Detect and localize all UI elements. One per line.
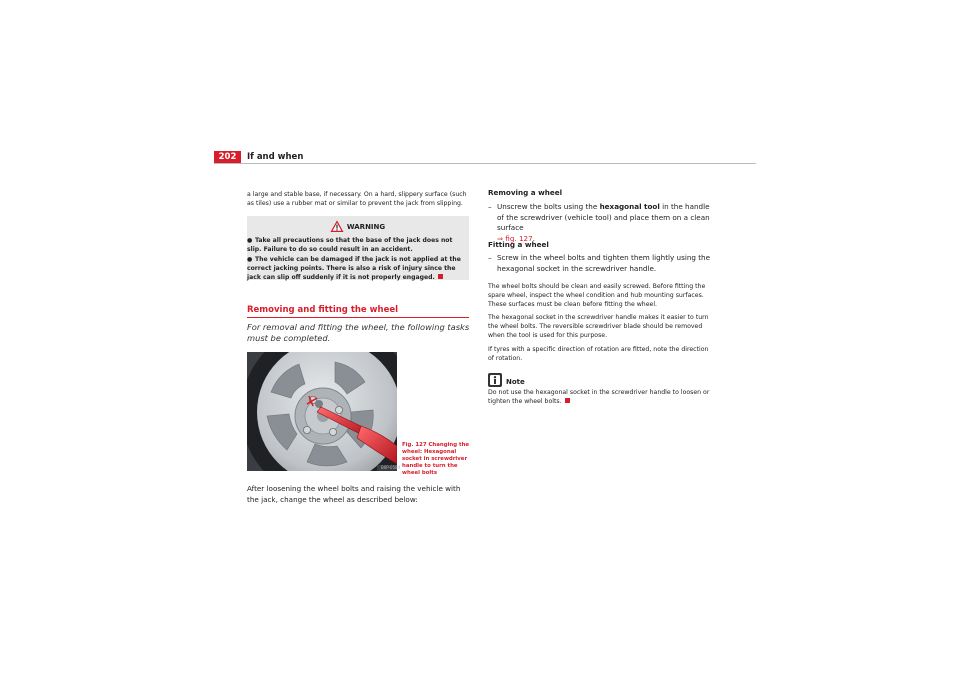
note-text: Do not use the hexagonal socket in the screwdriver handle to loosen or tighten the wheel bolts. bbox=[488, 389, 710, 405]
removing-wheel-heading: Removing a wheel bbox=[488, 188, 563, 197]
bullet-icon: ● bbox=[247, 256, 253, 263]
paragraph-hexagonal-socket: The hexagonal socket in the screwdriver handle makes it easier to turn the wheel bolts. The reversible screwdriver blade should be removed when the tool is used for this purpose. bbox=[488, 314, 709, 339]
info-note-icon bbox=[488, 373, 502, 387]
after-paragraph: After loosening the wheel bolts and raising the vehicle with the jack, change the wheel as described below: bbox=[247, 484, 461, 504]
header-rule bbox=[214, 163, 756, 164]
end-of-section-marker bbox=[565, 398, 570, 403]
warning-heading bbox=[247, 221, 469, 232]
note-heading: Note bbox=[506, 378, 525, 386]
section-intro: For removal and fitting the wheel, the following tasks must be completed. bbox=[247, 322, 470, 343]
wheel-figure bbox=[247, 352, 401, 471]
figure-cross-reference[interactable]: ⇒ fig. 127 bbox=[497, 233, 533, 243]
warning-item: ● Take all precautions so that the base of the jack does not slip. Failure to do so could result in an accident. bbox=[247, 237, 453, 253]
fitting-step: – Screw in the wheel bolts and tighten them lightly using the hexagonal socket in the screwdriver handle. bbox=[488, 253, 711, 273]
paragraph-rotation: If tyres with a specific direction of rotation are fitted, note the direction of rotation. bbox=[488, 346, 709, 362]
figure-code: B0P-0589 bbox=[381, 465, 401, 470]
fitting-wheel-heading: Fitting a wheel bbox=[488, 240, 549, 249]
warning-label: WARNING bbox=[346, 223, 386, 231]
bullet-icon: ● bbox=[247, 237, 253, 244]
removing-step: – Unscrew the bolts using the hexagonal tool in the handle of the screwdriver (vehicle tool) and place them on a clean surface ⇒ fig. 127. bbox=[488, 202, 710, 243]
section-title: Removing and fitting the wheel bbox=[247, 305, 399, 315]
warning-triangle-icon bbox=[331, 221, 343, 232]
page-number: 202 bbox=[214, 151, 241, 164]
warning-item: ● The vehicle can be damaged if the jack is not applied at the correct jacking points. There is also a risk of injury since the jack can slip off suddenly if it is not properly engaged. bbox=[247, 256, 461, 281]
intro-paragraph: a large and stable base, if necessary. On a hard, slippery surface (such as tiles) use a rubber mat or similar to prevent the jack from slipping. bbox=[247, 191, 467, 207]
end-of-section-marker bbox=[438, 274, 443, 279]
paragraph-wheel-bolts: The wheel bolts should be clean and easily screwed. Before fitting the spare wheel, inspect the wheel condition and hub mounting surfaces. These surfaces must be clean before fitting the wheel. bbox=[488, 283, 706, 308]
section-rule bbox=[247, 317, 469, 318]
chapter-title: If and when bbox=[247, 152, 304, 162]
figure-caption: Fig. 127 Changing the wheel: Hexagonal socket in screwdriver handle to turn the wheel bolts bbox=[402, 442, 470, 476]
